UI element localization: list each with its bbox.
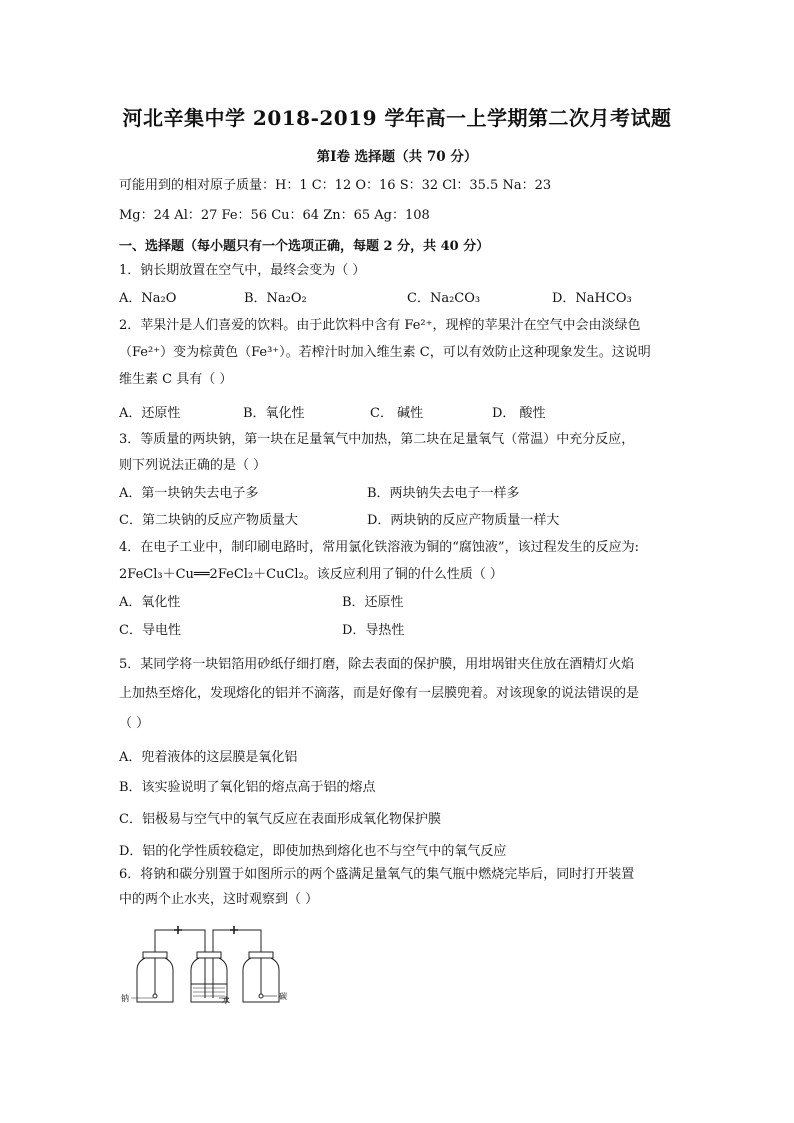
question-5-stem-line-2: 上加热至熔化，发现熔化的铝并不滴落，而是好像有一层膜兜着。对该现象的说法错误的是	[119, 686, 640, 701]
question-1-stem: 1．钠长期放置在空气中，最终会变为（ ）	[119, 263, 366, 278]
q4-option-d: D．导热性	[342, 623, 405, 638]
q3-option-b: B．两块钠失去电子一样多	[367, 486, 520, 501]
middle-bottle-icon	[191, 952, 227, 1002]
q5-option-a: A．兜着液体的这层膜是氧化铝	[119, 750, 298, 765]
q4-option-a: A．氧化性	[119, 595, 181, 610]
question-4-stem-line-1: 4．在电子工业中，制印刷电路时，常用氯化铁溶液为铜的“腐蚀液”，该过程发生的反应为:	[119, 540, 639, 555]
q2-option-d: D． 酸性	[492, 406, 546, 421]
question-3-stem-line-1: 3．等质量的两块钠，第一块在足量氧气中加热，第二块在足量氧气（常温）中充分反应，	[119, 432, 635, 447]
label-carbon: 碳	[279, 992, 287, 1001]
atomic-masses-line-2: Mg：24 Al：27 Fe：56 Cu：64 Zn：65 Ag：108	[119, 208, 430, 223]
question-2-stem-line-2: （Fe²⁺）变为棕黄色（Fe³⁺）。若榨汁时加入维生素 C，可以有效防止这种现象发生。这说明	[119, 345, 651, 360]
q1-option-b: B．Na₂O₂	[244, 291, 307, 306]
q5-option-d: D．铝的化学性质较稳定，即使加热到熔化也不与空气中的氧气反应	[119, 844, 507, 859]
q5-option-c: C．铝极易与空气中的氧气反应在表面形成氧化物保护膜	[119, 812, 441, 827]
q2-option-a: A．还原性	[119, 406, 181, 421]
section-title: 第Ⅰ卷 选择题（共 70 分）	[316, 149, 478, 165]
question-5-stem-line-3: （ ）	[119, 716, 150, 731]
part1-heading: 一、选择题（每小题只有一个选项正确，每题 2 分，共 40 分）	[119, 239, 490, 254]
question-6-stem-line-1: 6．将钠和碳分别置于如图所示的两个盛满足量氧气的集气瓶中燃烧完毕后，同时打开装置	[119, 867, 635, 882]
question-4-stem-line-2: 2FeCl₃＋Cu══2FeCl₂＋CuCl₂。该反应利用了铜的什么性质（ ）	[119, 567, 503, 582]
question-5-stem-line-1: 5．某同学将一块铝箔用砂纸仔细打磨，除去表面的保护膜，用坩埚钳夹住放在酒精灯火焰	[119, 657, 635, 672]
q4-option-b: B．还原性	[342, 595, 404, 610]
label-water: 水	[222, 996, 230, 1005]
q2-option-b: B．氧化性	[243, 406, 305, 421]
label-sodium: 钠	[121, 994, 129, 1003]
question-2-stem-line-3: 维生素 C 具有（ ）	[119, 372, 233, 387]
q1-option-d: D．NaHCO₃	[552, 291, 632, 306]
left-connecting-tube	[155, 930, 205, 952]
right-bottle-icon	[243, 952, 279, 1002]
question-2-stem-line-1: 2．苹果汁是人们喜爱的饮料。由于此饮料中含有 Fe²⁺，现榨的苹果汁在空气中会由淡绿色	[119, 318, 641, 333]
q1-option-c: C．Na₂CO₃	[407, 291, 481, 306]
atomic-masses-line-1: 可能用到的相对原子质量：H：1 C：12 O：16 S：32 Cl：35.5 Na：23	[119, 178, 552, 193]
left-bottle-icon	[137, 952, 173, 1002]
q3-option-c: C．第二块钠的反应产物质量大	[119, 513, 298, 528]
question-6-stem-line-2: 中的两个止水夹，这时观察到（ ）	[119, 892, 319, 907]
q4-option-c: C．导电性	[119, 623, 181, 638]
q5-option-b: B．该实验说明了氧化铝的熔点高于铝的熔点	[119, 780, 376, 795]
q3-option-d: D．两块钠的反应产物质量一样大	[367, 513, 560, 528]
apparatus-figure	[119, 922, 299, 1008]
question-3-stem-line-2: 则下列说法正确的是（ ）	[119, 458, 267, 473]
q1-option-a: A．Na₂O	[119, 291, 177, 306]
q3-option-a: A．第一块钠失去电子多	[119, 486, 259, 501]
q2-option-c: C． 碱性	[370, 406, 424, 421]
right-connecting-tube	[213, 930, 261, 952]
page-title: 河北辛集中学 2018-2019 学年高一上学期第二次月考试题	[122, 106, 672, 130]
